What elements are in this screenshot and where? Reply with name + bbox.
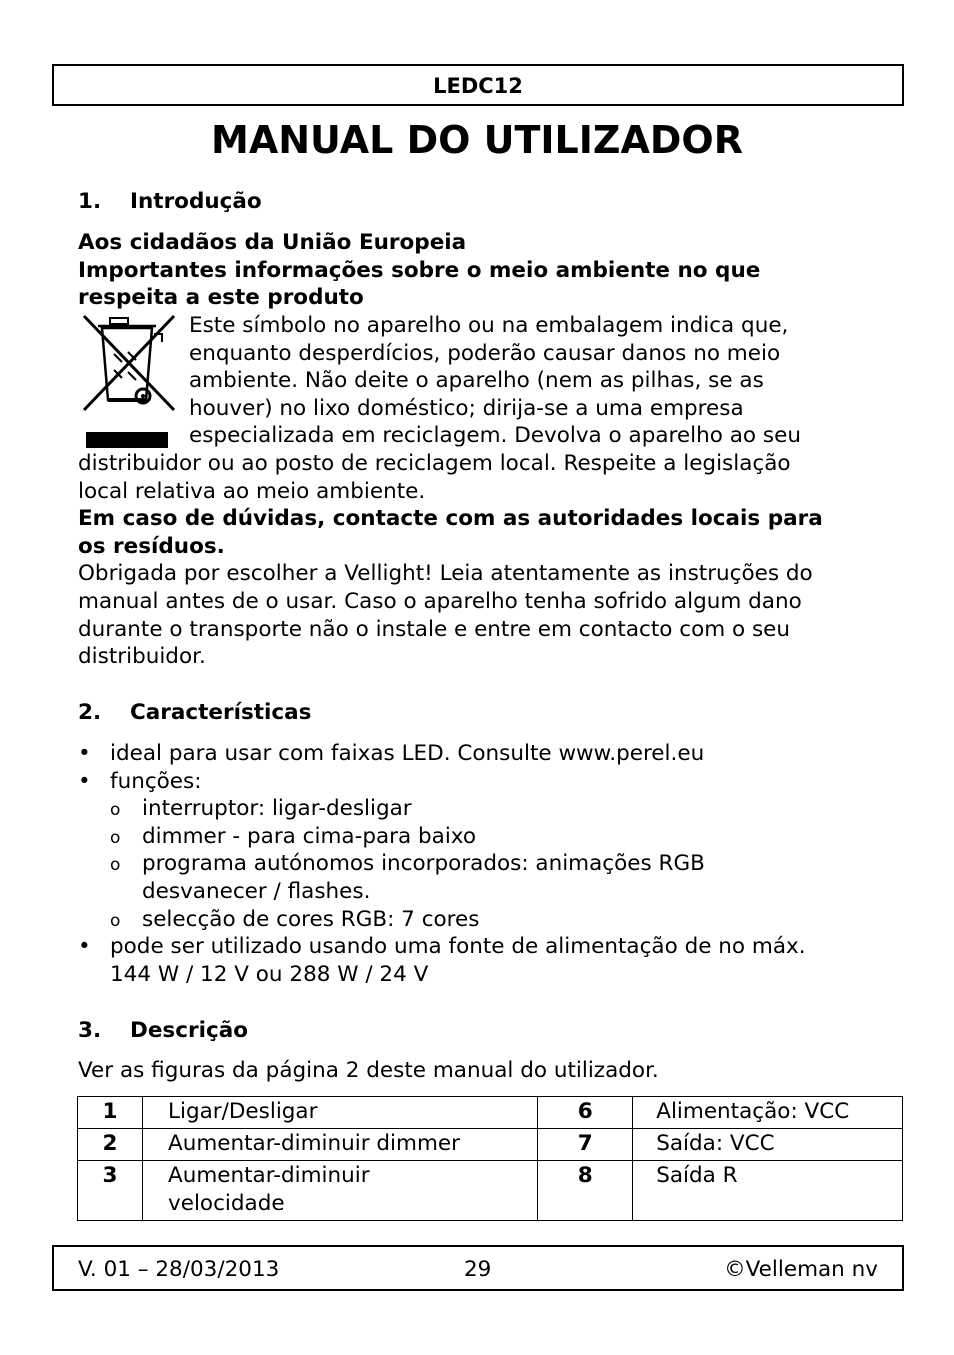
sub-list-item	[78, 823, 878, 851]
description-table	[77, 1096, 903, 1221]
table-row	[78, 1129, 903, 1161]
sub-list-item	[78, 850, 878, 905]
table-cell-number: 1	[78, 1097, 143, 1129]
weee-line: enquanto desperdícios, poderão causar danos no meio	[189, 340, 781, 366]
bullet-icon: •	[78, 768, 91, 794]
footer-copyright: ©Velleman nv	[724, 1257, 878, 1282]
section-title: Características	[130, 700, 312, 725]
circle-bullet-icon: o	[110, 910, 121, 931]
footer-version: V. 01 – 28/03/2013	[78, 1257, 280, 1282]
eu-heading-text: Aos cidadãos da União Europeia	[78, 230, 467, 255]
section-2-heading	[78, 699, 311, 727]
page-title: MANUAL DO UTILIZADOR	[211, 118, 743, 162]
section-number: 1.	[78, 189, 102, 214]
weee-paragraph-continued	[78, 450, 878, 671]
footer-page-number: 29	[464, 1257, 492, 1282]
sub-list-item	[78, 795, 878, 823]
page-footer	[52, 1245, 904, 1291]
circle-bullet-icon: o	[110, 800, 121, 821]
thanks-line: Obrigada por escolher a Vellight! Leia atentamente as instruções do	[78, 561, 813, 587]
section-title: Descrição	[130, 1018, 248, 1043]
table-cell-text: Alimentação: VCC	[633, 1097, 903, 1129]
weee-line: Este símbolo no aparelho ou na embalagem indica que,	[189, 313, 789, 338]
table-cell-text: Saída R	[633, 1161, 903, 1221]
doubt-line: Em caso de dúvidas, contacte com as autoridades locais para	[78, 506, 823, 532]
bullet-icon: •	[78, 741, 91, 766]
weee-paragraph	[189, 312, 879, 450]
list-item-text: pode ser utilizado usando uma fonte de alimentação de no máx.	[110, 934, 806, 960]
cell-line: Aumentar-diminuir	[168, 1163, 370, 1188]
weee-line: especializada em reciclagem. Devolva o aparelho ao seu	[189, 423, 801, 449]
table-cell-text: Ligar/Desligar	[143, 1097, 538, 1129]
weee-line: local relativa ao meio ambiente.	[78, 478, 426, 504]
bullet-icon: •	[78, 934, 91, 960]
list-item-text: dimmer - para cima-para baixo	[142, 823, 477, 849]
list-item-text: selecção de cores RGB: 7 cores	[142, 906, 480, 932]
thanks-line: durante o transporte não o instale e entre em contacto com o seu	[78, 616, 791, 642]
weee-line: distribuidor ou ao posto de reciclagem local. Respeite a legislação	[78, 451, 791, 476]
table-row	[78, 1161, 903, 1221]
doubt-line: os resíduos.	[78, 533, 225, 559]
env-heading-line-2: respeita a este produto	[78, 285, 364, 311]
list-item-text: ideal para usar com faixas LED. Consulte www.perel.eu	[110, 741, 705, 766]
list-item-text: 144 W / 12 V ou 288 W / 24 V	[110, 961, 429, 987]
list-item-text: programa autónomos incorporados: animações RGB	[142, 851, 705, 877]
table-cell-number: 7	[538, 1129, 633, 1161]
table-row	[78, 1097, 903, 1129]
cell-line: velocidade	[168, 1191, 285, 1216]
table-cell-number: 6	[538, 1097, 633, 1129]
section-3-heading	[78, 1017, 248, 1045]
list-item-text: funções:	[110, 768, 202, 794]
sub-list-item	[78, 906, 878, 934]
section-1-heading	[78, 188, 262, 216]
table-cell-text: Saída: VCC	[633, 1129, 903, 1161]
description-intro: Ver as figuras da página 2 deste manual do utilizador.	[78, 1058, 659, 1083]
table-cell-number: 3	[78, 1161, 143, 1221]
features-list	[78, 740, 878, 988]
table-cell-text: Aumentar-diminuir dimmer	[143, 1129, 538, 1161]
thanks-line: manual antes de o usar. Caso o aparelho tenha sofrido algum dano	[78, 588, 802, 614]
table-cell-number: 2	[78, 1129, 143, 1161]
list-item	[78, 768, 878, 796]
table-cell-text	[143, 1161, 538, 1221]
weee-line: houver) no lixo doméstico; dirija-se a uma empresa	[189, 395, 744, 421]
header-model: LEDC12	[52, 64, 904, 106]
list-item	[78, 933, 878, 988]
table-cell-number: 8	[538, 1161, 633, 1221]
eu-heading	[78, 229, 878, 312]
circle-bullet-icon: o	[110, 855, 121, 876]
env-heading-line-1: Importantes informações sobre o meio ambiente no que	[78, 257, 761, 283]
list-item	[78, 740, 878, 768]
circle-bullet-icon: o	[110, 827, 121, 848]
weee-line: ambiente. Não deite o aparelho (nem as pilhas, se as	[189, 368, 764, 394]
thanks-line: distribuidor.	[78, 644, 206, 670]
section-number: 3.	[78, 1018, 102, 1043]
section-title: Introdução	[130, 189, 262, 214]
section-number: 2.	[78, 700, 102, 725]
list-item-text: desvanecer / flashes.	[142, 878, 371, 904]
list-item-text: interruptor: ligar-desligar	[142, 796, 412, 822]
weee-crossed-bin-icon	[78, 314, 178, 450]
